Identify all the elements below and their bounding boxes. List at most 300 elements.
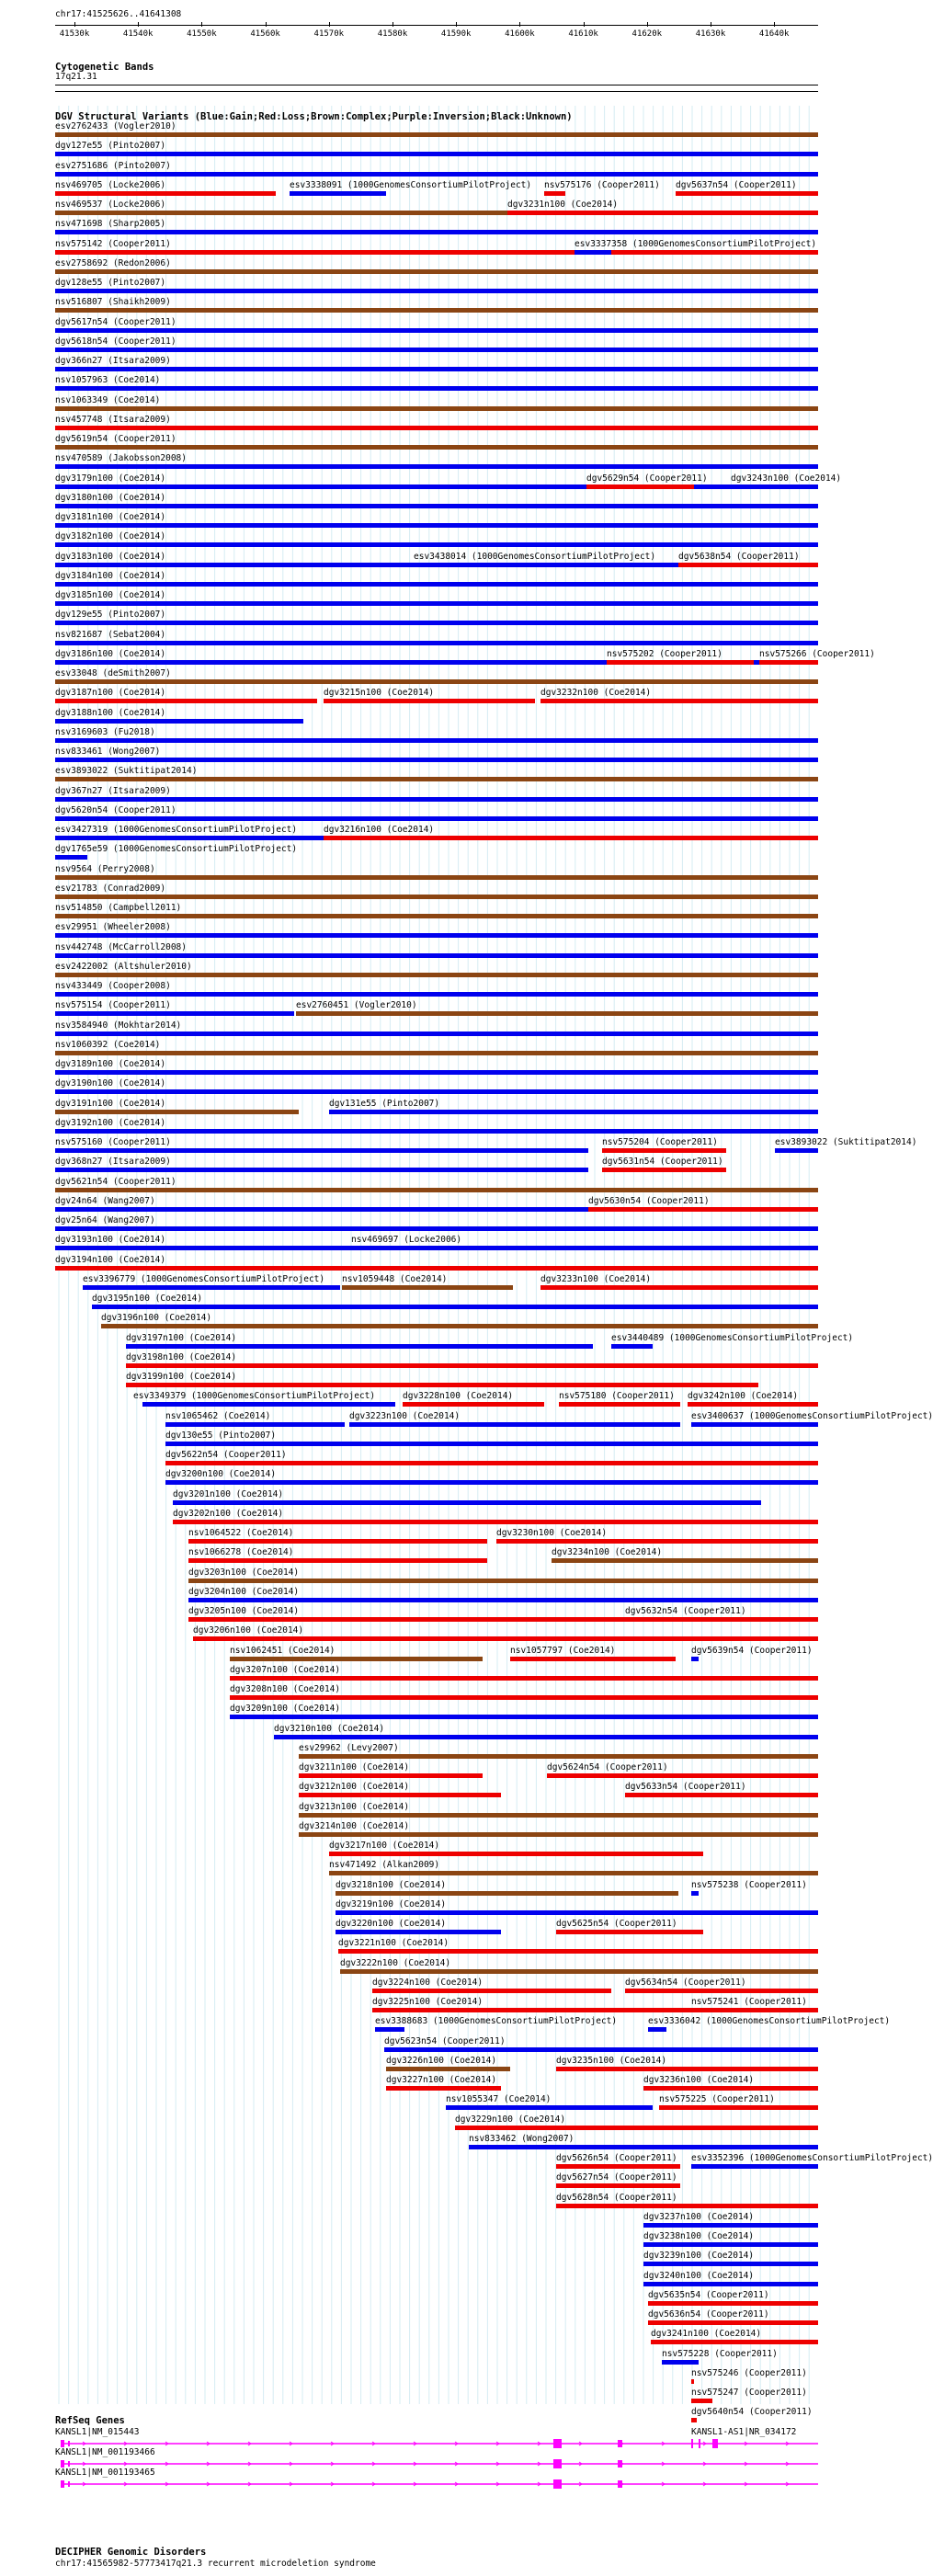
sv-feature-bar[interactable] bbox=[274, 1735, 818, 1739]
decipher-title: DECIPHER Genomic Disorders bbox=[55, 2547, 207, 2558]
sv-feature-bar[interactable] bbox=[329, 1871, 818, 1875]
sv-feature-bar[interactable] bbox=[55, 933, 818, 938]
sv-feature-bar[interactable] bbox=[55, 914, 818, 918]
sv-feature-bar[interactable] bbox=[643, 2262, 818, 2266]
sv-feature-bar[interactable] bbox=[372, 2008, 818, 2012]
sv-feature-bar[interactable] bbox=[299, 1813, 818, 1818]
sv-feature-bar[interactable] bbox=[510, 1657, 676, 1661]
sv-feature-bar[interactable] bbox=[55, 992, 818, 997]
sv-feature-bar[interactable] bbox=[586, 484, 694, 489]
sv-label: dgv3220n100 (Coe2014) bbox=[336, 1919, 447, 1929]
ruler-tick-label: 41540k bbox=[122, 29, 154, 39]
ruler-tick-label: 41570k bbox=[313, 29, 345, 39]
sv-feature-bar[interactable] bbox=[83, 1285, 340, 1290]
sv-feature-bar[interactable] bbox=[731, 484, 818, 489]
sv-label: dgv5625n54 (Cooper2011) bbox=[556, 1919, 677, 1929]
sv-label: dgv3226n100 (Coe2014) bbox=[386, 2055, 497, 2066]
sv-feature-bar[interactable] bbox=[386, 2086, 501, 2091]
sv-feature-bar[interactable] bbox=[556, 1930, 703, 1934]
sv-feature-bar[interactable] bbox=[55, 523, 818, 528]
sv-feature-bar[interactable] bbox=[55, 152, 818, 156]
sv-feature-bar[interactable] bbox=[55, 777, 818, 781]
ruler-tick-label: 41560k bbox=[250, 29, 280, 39]
sv-label: esv2758692 (Redon2006) bbox=[55, 257, 171, 268]
sv-feature-bar[interactable] bbox=[351, 1246, 818, 1250]
sv-feature-bar[interactable] bbox=[759, 660, 818, 665]
sv-feature-bar[interactable] bbox=[55, 1168, 588, 1172]
sv-feature-bar[interactable] bbox=[643, 2086, 818, 2091]
sv-feature-bar[interactable] bbox=[126, 1363, 818, 1368]
gene-model[interactable] bbox=[0, 2478, 818, 2491]
sv-label: nsv575266 (Cooper2011) bbox=[759, 648, 875, 659]
sv-label: dgv3235n100 (Coe2014) bbox=[556, 2055, 667, 2066]
sv-label: esv3338091 (1000GenomesConsortiumPilotProject) bbox=[290, 179, 532, 190]
sv-label: dgv5619n54 (Cooper2011) bbox=[55, 434, 176, 444]
sv-feature-bar[interactable] bbox=[342, 1285, 513, 1290]
sv-feature-bar[interactable] bbox=[496, 1539, 818, 1544]
sv-label: dgv3208n100 (Coe2014) bbox=[230, 1684, 341, 1694]
sv-label: dgv3229n100 (Coe2014) bbox=[455, 2114, 566, 2125]
sv-label: esv33048 (deSmith2007) bbox=[55, 668, 171, 678]
sv-label: dgv5631n54 (Cooper2011) bbox=[602, 1157, 723, 1168]
sv-label: dgv367n27 (Itsara2009) bbox=[55, 785, 171, 796]
sv-label: dgv3237n100 (Coe2014) bbox=[643, 2211, 755, 2222]
sv-feature-bar[interactable] bbox=[375, 2027, 404, 2032]
sv-label: dgv130e55 (Pinto2007) bbox=[165, 1430, 277, 1441]
sv-feature-bar[interactable] bbox=[349, 1422, 680, 1427]
sv-feature-bar[interactable] bbox=[55, 308, 818, 313]
sv-label: nsv575241 (Cooper2011) bbox=[691, 1997, 807, 2007]
sv-feature-bar[interactable] bbox=[643, 2242, 818, 2247]
sv-feature-bar[interactable] bbox=[55, 367, 818, 371]
sv-feature-bar[interactable] bbox=[556, 2183, 680, 2188]
sv-feature-bar[interactable] bbox=[662, 2360, 699, 2365]
ruler-tick-label: 41640k bbox=[758, 29, 790, 39]
sv-label: dgv3232n100 (Coe2014) bbox=[540, 688, 652, 699]
sv-feature-bar[interactable] bbox=[299, 1754, 818, 1759]
sv-feature-bar[interactable] bbox=[55, 601, 818, 606]
sv-label: dgv3238n100 (Coe2014) bbox=[643, 2231, 755, 2241]
sv-label: nsv470589 (Jakobsson2008) bbox=[55, 453, 187, 464]
sv-label: nsv3169603 (Fu2018) bbox=[55, 726, 155, 737]
sv-label: dgv3185n100 (Coe2014) bbox=[55, 590, 166, 600]
sv-label: dgv3221n100 (Coe2014) bbox=[338, 1938, 449, 1949]
sv-label: dgv5618n54 (Cooper2011) bbox=[55, 336, 176, 347]
sv-feature-bar[interactable] bbox=[55, 1070, 818, 1075]
sv-feature-bar[interactable] bbox=[691, 2399, 712, 2403]
sv-label: nsv469697 (Locke2006) bbox=[351, 1235, 462, 1246]
gene-label: KANSL1-AS1|NR_034172 bbox=[691, 2427, 797, 2437]
sv-feature-bar[interactable] bbox=[173, 1520, 818, 1524]
sv-label: dgv5627n54 (Cooper2011) bbox=[556, 2172, 677, 2183]
sv-feature-bar[interactable] bbox=[55, 250, 818, 255]
sv-feature-bar[interactable] bbox=[324, 699, 535, 703]
sv-label: dgv3223n100 (Coe2014) bbox=[349, 1410, 461, 1421]
sv-feature-bar[interactable] bbox=[446, 2105, 653, 2110]
sv-label: dgv3224n100 (Coe2014) bbox=[372, 1977, 484, 1988]
sv-label: nsv3584940 (Mokhtar2014) bbox=[55, 1020, 182, 1031]
sv-feature-bar[interactable] bbox=[55, 445, 818, 450]
sv-feature-bar[interactable] bbox=[547, 1773, 818, 1778]
sv-feature-bar[interactable] bbox=[418, 563, 666, 567]
sv-label: dgv3192n100 (Coe2014) bbox=[55, 1117, 166, 1128]
sv-feature-bar[interactable] bbox=[55, 1266, 818, 1271]
sv-label: nsv1062451 (Coe2014) bbox=[230, 1645, 336, 1656]
sv-label: dgv5640n54 (Cooper2011) bbox=[691, 2407, 813, 2418]
sv-label: dgv3218n100 (Coe2014) bbox=[336, 1879, 447, 1890]
sv-feature-bar[interactable] bbox=[691, 2379, 694, 2384]
sv-label: dgv5639n54 (Cooper2011) bbox=[691, 1645, 813, 1656]
sv-label: esv3352396 (1000GenomesConsortiumPilotProject) bbox=[691, 2153, 933, 2163]
sv-feature-bar[interactable] bbox=[384, 2047, 818, 2052]
sv-feature-bar[interactable] bbox=[55, 738, 818, 743]
sv-feature-bar[interactable] bbox=[299, 1773, 483, 1778]
sv-feature-bar[interactable] bbox=[651, 2340, 818, 2344]
sv-label: dgv3189n100 (Coe2014) bbox=[55, 1059, 166, 1069]
sv-feature-bar[interactable] bbox=[611, 1344, 653, 1349]
decipher-entry[interactable]: chr17:41565982-57773417q21.3 recurrent microdeletion syndrome bbox=[55, 2559, 376, 2569]
sv-label: nsv1066278 (Coe2014) bbox=[188, 1547, 294, 1558]
sv-feature-bar[interactable] bbox=[688, 1402, 818, 1407]
sv-label: dgv3225n100 (Coe2014) bbox=[372, 1997, 484, 2007]
sv-feature-bar[interactable] bbox=[386, 2067, 510, 2071]
sv-label: dgv3215n100 (Coe2014) bbox=[324, 688, 435, 699]
sv-label: dgv3186n100 (Coe2014) bbox=[55, 648, 166, 659]
sv-label: dgv3203n100 (Coe2014) bbox=[188, 1567, 300, 1578]
sv-feature-bar[interactable] bbox=[299, 1832, 818, 1837]
sv-feature-bar[interactable] bbox=[659, 2105, 818, 2110]
sv-feature-bar[interactable] bbox=[55, 719, 303, 724]
sv-feature-bar[interactable] bbox=[540, 1285, 818, 1290]
sv-feature-bar[interactable] bbox=[188, 1598, 818, 1602]
sv-feature-bar[interactable] bbox=[55, 641, 818, 645]
sv-feature-bar[interactable] bbox=[691, 1657, 699, 1661]
sv-label: esv3893022 (Suktitipat2014) bbox=[55, 766, 198, 777]
sv-feature-bar[interactable] bbox=[55, 973, 818, 977]
sv-label: dgv5634n54 (Cooper2011) bbox=[625, 1977, 746, 1988]
sv-feature-bar[interactable] bbox=[775, 1148, 818, 1153]
sv-label: dgv3190n100 (Coe2014) bbox=[55, 1078, 166, 1089]
ruler-tick-label: 41610k bbox=[568, 29, 598, 39]
ruler-tick-label: 41600k bbox=[505, 29, 535, 39]
sv-label: dgv5633n54 (Cooper2011) bbox=[625, 1782, 746, 1793]
sv-feature-bar[interactable] bbox=[336, 1930, 501, 1934]
sv-feature-bar[interactable] bbox=[55, 758, 818, 762]
sv-label: dgv3236n100 (Coe2014) bbox=[643, 2075, 755, 2085]
sv-feature-bar[interactable] bbox=[55, 289, 818, 293]
sv-feature-bar[interactable] bbox=[455, 2126, 818, 2130]
sv-feature-bar[interactable] bbox=[55, 797, 818, 802]
sv-label: esv2422002 (Altshuler2010) bbox=[55, 961, 192, 972]
sv-feature-bar[interactable] bbox=[55, 1051, 818, 1055]
sv-feature-bar[interactable] bbox=[55, 855, 87, 860]
sv-feature-bar[interactable] bbox=[55, 1226, 818, 1231]
sv-label: nsv1064522 (Coe2014) bbox=[188, 1528, 294, 1538]
sv-label: dgv3187n100 (Coe2014) bbox=[55, 688, 166, 699]
sv-label: dgv3199n100 (Coe2014) bbox=[126, 1372, 237, 1382]
sv-feature-bar[interactable] bbox=[602, 1148, 726, 1153]
sv-label: dgv3194n100 (Coe2014) bbox=[55, 1254, 166, 1265]
sv-feature-bar[interactable] bbox=[559, 1402, 680, 1407]
position-label: chr17:41525626..41641308 bbox=[55, 9, 182, 19]
ruler-tick bbox=[329, 22, 330, 27]
sv-label: dgv3240n100 (Coe2014) bbox=[643, 2270, 755, 2281]
sv-feature-bar[interactable] bbox=[588, 1207, 818, 1212]
sv-feature-bar[interactable] bbox=[602, 1168, 726, 1172]
sv-label: dgv5628n54 (Cooper2011) bbox=[556, 2192, 677, 2203]
sv-feature-bar[interactable] bbox=[188, 1539, 487, 1544]
sv-label: nsv575225 (Cooper2011) bbox=[659, 2094, 775, 2105]
sv-label: dgv3233n100 (Coe2014) bbox=[540, 1273, 652, 1284]
sv-feature-bar[interactable] bbox=[55, 1129, 818, 1134]
ruler-tick-label: 41550k bbox=[187, 29, 217, 39]
sv-feature-bar[interactable] bbox=[290, 191, 386, 196]
sv-feature-bar[interactable] bbox=[55, 386, 818, 391]
sv-feature-bar[interactable] bbox=[296, 1011, 818, 1016]
sv-label: dgv24n64 (Wang2007) bbox=[55, 1195, 155, 1206]
sv-label: dgv5623n54 (Cooper2011) bbox=[384, 2035, 506, 2046]
sv-feature-bar[interactable] bbox=[575, 250, 611, 255]
sv-label: dgv3196n100 (Coe2014) bbox=[101, 1313, 212, 1324]
sv-feature-bar[interactable] bbox=[403, 1402, 544, 1407]
sv-label: nsv575176 (Cooper2011) bbox=[544, 179, 660, 190]
sv-feature-bar[interactable] bbox=[55, 464, 818, 469]
sv-feature-bar[interactable] bbox=[55, 406, 818, 411]
sv-label: nsv1059448 (Coe2014) bbox=[342, 1273, 448, 1284]
sv-feature-bar[interactable] bbox=[173, 1500, 761, 1505]
sv-feature-bar[interactable] bbox=[544, 191, 565, 196]
sv-label: dgv3200n100 (Coe2014) bbox=[165, 1469, 277, 1480]
sv-feature-bar[interactable] bbox=[329, 1110, 818, 1114]
sv-label: dgv3212n100 (Coe2014) bbox=[299, 1782, 410, 1793]
ruler-tick-label: 41530k bbox=[59, 29, 90, 39]
sv-label: nsv821687 (Sebat2004) bbox=[55, 629, 166, 640]
sv-feature-bar[interactable] bbox=[55, 132, 818, 137]
sv-feature-bar[interactable] bbox=[338, 1949, 818, 1954]
sv-feature-bar[interactable] bbox=[55, 895, 818, 899]
sv-feature-bar[interactable] bbox=[329, 1852, 703, 1856]
ruler-tick bbox=[774, 22, 775, 27]
sv-label: nsv575247 (Cooper2011) bbox=[691, 2388, 807, 2398]
sv-feature-bar[interactable] bbox=[230, 1676, 818, 1681]
sv-feature-bar[interactable] bbox=[165, 1461, 818, 1465]
sv-label: nsv575246 (Cooper2011) bbox=[691, 2367, 807, 2378]
sv-feature-bar[interactable] bbox=[55, 542, 818, 547]
sv-label: esv21783 (Conrad2009) bbox=[55, 883, 166, 894]
sv-label: dgv5629n54 (Cooper2011) bbox=[586, 473, 708, 484]
sv-feature-bar[interactable] bbox=[648, 2027, 666, 2032]
sv-feature-bar[interactable] bbox=[165, 1442, 818, 1446]
sv-label: nsv833462 (Wong2007) bbox=[469, 2133, 575, 2144]
sv-label: dgv3204n100 (Coe2014) bbox=[188, 1586, 300, 1597]
ruler-tick bbox=[266, 22, 267, 27]
sv-feature-bar[interactable] bbox=[55, 426, 818, 430]
sv-feature-bar[interactable] bbox=[55, 172, 818, 177]
sv-feature-bar[interactable] bbox=[55, 1011, 294, 1016]
sv-feature-bar[interactable] bbox=[372, 1989, 611, 1993]
sv-feature-bar[interactable] bbox=[648, 2301, 818, 2306]
sv-feature-bar[interactable] bbox=[230, 1715, 818, 1719]
sv-feature-bar[interactable] bbox=[643, 2223, 818, 2228]
sv-label: dgv3181n100 (Coe2014) bbox=[55, 512, 166, 522]
sv-feature-bar[interactable] bbox=[55, 269, 818, 274]
sv-label: esv29951 (Wheeler2008) bbox=[55, 922, 171, 933]
sv-label: dgv3191n100 (Coe2014) bbox=[55, 1098, 166, 1109]
sv-feature-bar[interactable] bbox=[691, 2164, 818, 2169]
sv-label: dgv3207n100 (Coe2014) bbox=[230, 1664, 341, 1675]
sv-feature-bar[interactable] bbox=[607, 660, 754, 665]
sv-feature-bar[interactable] bbox=[678, 563, 818, 567]
sv-feature-bar[interactable] bbox=[188, 1579, 818, 1583]
sv-feature-bar[interactable] bbox=[55, 1089, 818, 1094]
sv-label: dgv128e55 (Pinto2007) bbox=[55, 278, 166, 288]
sv-feature-bar[interactable] bbox=[556, 2204, 818, 2208]
sv-feature-bar[interactable] bbox=[55, 1188, 818, 1192]
sv-feature-bar[interactable] bbox=[55, 1110, 299, 1114]
sv-feature-bar[interactable] bbox=[691, 2008, 699, 2012]
sv-feature-bar[interactable] bbox=[625, 1989, 818, 1993]
sv-feature-bar[interactable] bbox=[55, 230, 818, 234]
sv-label: nsv442748 (McCarroll2008) bbox=[55, 941, 187, 952]
sv-label: nsv575180 (Cooper2011) bbox=[559, 1391, 675, 1402]
sv-feature-bar[interactable] bbox=[55, 875, 818, 880]
sv-feature-bar[interactable] bbox=[55, 621, 818, 625]
sv-feature-bar[interactable] bbox=[230, 1695, 818, 1700]
sv-feature-bar[interactable] bbox=[101, 1324, 818, 1328]
sv-label: nsv1060392 (Coe2014) bbox=[55, 1039, 161, 1050]
sv-feature-bar[interactable] bbox=[556, 2164, 680, 2169]
sv-label: dgv3243n100 (Coe2014) bbox=[731, 473, 842, 484]
sv-feature-bar[interactable] bbox=[126, 1383, 758, 1387]
sv-feature-bar[interactable] bbox=[469, 2145, 818, 2149]
sv-feature-bar[interactable] bbox=[165, 1422, 345, 1427]
sv-label: dgv3231n100 (Coe2014) bbox=[507, 199, 619, 210]
sv-feature-bar[interactable] bbox=[324, 836, 818, 840]
sv-label: dgv1765e59 (1000GenomesConsortiumPilotProject) bbox=[55, 844, 298, 855]
sv-label: esv3388683 (1000GenomesConsortiumPilotProject) bbox=[375, 2016, 618, 2027]
sv-label: dgv3216n100 (Coe2014) bbox=[324, 825, 435, 835]
sv-feature-bar[interactable] bbox=[126, 1344, 593, 1349]
sv-label: esv2751686 (Pinto2007) bbox=[55, 160, 171, 171]
sv-label: dgv3201n100 (Coe2014) bbox=[173, 1488, 284, 1499]
sv-label: dgv3213n100 (Coe2014) bbox=[299, 1801, 410, 1812]
sv-label: dgv5620n54 (Cooper2011) bbox=[55, 804, 176, 815]
sv-label: dgv368n27 (Itsara2009) bbox=[55, 1157, 171, 1168]
sv-feature-bar[interactable] bbox=[165, 1480, 818, 1485]
sv-feature-bar[interactable] bbox=[507, 211, 818, 215]
sv-label: esv3440489 (1000GenomesConsortiumPilotProject) bbox=[611, 1332, 854, 1343]
sv-feature-bar[interactable] bbox=[340, 1969, 818, 1974]
sv-feature-bar[interactable] bbox=[556, 2067, 818, 2071]
sv-feature-bar[interactable] bbox=[299, 1793, 501, 1797]
sv-label: dgv3188n100 (Coe2014) bbox=[55, 707, 166, 718]
sv-label: esv3337358 (1000GenomesConsortiumPilotProject) bbox=[575, 238, 817, 249]
sv-label: dgv3205n100 (Coe2014) bbox=[188, 1606, 300, 1616]
sv-feature-bar[interactable] bbox=[336, 1910, 818, 1915]
sv-label: dgv3193n100 (Coe2014) bbox=[55, 1235, 166, 1246]
sv-label: dgv127e55 (Pinto2007) bbox=[55, 141, 166, 152]
sv-feature-bar[interactable] bbox=[230, 1657, 483, 1661]
sv-label: nsv575204 (Cooper2011) bbox=[602, 1137, 718, 1147]
sv-label: esv3349379 (1000GenomesConsortiumPilotProject) bbox=[133, 1391, 376, 1402]
ruler-tick-label: 41580k bbox=[377, 29, 408, 39]
sv-feature-bar[interactable] bbox=[691, 2418, 697, 2422]
sv-label: nsv9564 (Perry2008) bbox=[55, 863, 155, 874]
sv-label: esv3893022 (Suktitipat2014) bbox=[775, 1137, 917, 1147]
sv-label: nsv457748 (Itsara2009) bbox=[55, 414, 171, 425]
sv-label: nsv575154 (Cooper2011) bbox=[55, 1000, 171, 1011]
sv-feature-bar[interactable] bbox=[540, 699, 818, 703]
sv-feature-bar[interactable] bbox=[691, 1891, 699, 1896]
sv-feature-bar[interactable] bbox=[55, 484, 818, 489]
sv-label: dgv3179n100 (Coe2014) bbox=[55, 473, 166, 484]
sv-label: dgv3239n100 (Coe2014) bbox=[643, 2251, 755, 2262]
sv-label: dgv5636n54 (Cooper2011) bbox=[648, 2309, 769, 2320]
sv-feature-bar[interactable] bbox=[55, 953, 818, 958]
sv-label: dgv5635n54 (Cooper2011) bbox=[648, 2289, 769, 2300]
ruler-tick bbox=[584, 22, 585, 27]
sv-label: dgv5632n54 (Cooper2011) bbox=[625, 1606, 746, 1616]
sv-feature-bar[interactable] bbox=[691, 1422, 818, 1427]
ruler-tick bbox=[201, 22, 202, 27]
sv-feature-bar[interactable] bbox=[625, 1617, 818, 1622]
sv-feature-bar[interactable] bbox=[55, 1032, 818, 1036]
sv-feature-bar[interactable] bbox=[648, 2320, 818, 2325]
sv-label: dgv3202n100 (Coe2014) bbox=[173, 1508, 284, 1519]
sv-label: dgv3197n100 (Coe2014) bbox=[126, 1332, 237, 1343]
sv-feature-bar[interactable] bbox=[55, 348, 818, 352]
sv-feature-bar[interactable] bbox=[55, 699, 317, 703]
sv-feature-bar[interactable] bbox=[193, 1636, 818, 1641]
sv-label: dgv3184n100 (Coe2014) bbox=[55, 570, 166, 581]
ruler-tick bbox=[647, 22, 648, 27]
sv-feature-bar[interactable] bbox=[55, 328, 818, 333]
sv-label: nsv1063349 (Coe2014) bbox=[55, 394, 161, 405]
sv-label: dgv3227n100 (Coe2014) bbox=[386, 2075, 497, 2085]
sv-label: dgv3183n100 (Coe2014) bbox=[55, 551, 166, 562]
sv-feature-bar[interactable] bbox=[92, 1305, 818, 1309]
sv-feature-bar[interactable] bbox=[336, 1891, 678, 1896]
sv-label: dgv5626n54 (Cooper2011) bbox=[556, 2153, 677, 2163]
sv-label: dgv3195n100 (Coe2014) bbox=[92, 1294, 203, 1304]
sv-label: esv3400637 (1000GenomesConsortiumPilotProject) bbox=[691, 1410, 933, 1421]
sv-feature-bar[interactable] bbox=[676, 191, 818, 196]
sv-label: dgv5622n54 (Cooper2011) bbox=[165, 1450, 287, 1460]
sv-label: dgv3210n100 (Coe2014) bbox=[274, 1723, 385, 1734]
sv-feature-bar[interactable] bbox=[188, 1558, 487, 1563]
sv-feature-bar[interactable] bbox=[55, 191, 276, 196]
sv-label: nsv1065462 (Coe2014) bbox=[165, 1410, 271, 1421]
sv-label: dgv131e55 (Pinto2007) bbox=[329, 1098, 440, 1109]
sv-label: esv3438014 (1000GenomesConsortiumPilotProject) bbox=[414, 551, 656, 562]
ruler-tick bbox=[519, 22, 520, 27]
sv-label: nsv575228 (Cooper2011) bbox=[662, 2348, 778, 2359]
sv-feature-bar[interactable] bbox=[55, 1148, 588, 1153]
sv-feature-bar[interactable] bbox=[625, 1793, 818, 1797]
sv-feature-bar[interactable] bbox=[55, 679, 818, 684]
sv-feature-bar[interactable] bbox=[643, 2282, 818, 2286]
sv-feature-bar[interactable] bbox=[55, 504, 818, 508]
sv-label: esv29962 (Levy2007) bbox=[299, 1742, 399, 1753]
gene-label: KANSL1|NM_015443 bbox=[55, 2427, 140, 2437]
sv-feature-bar[interactable] bbox=[55, 582, 818, 587]
sv-label: dgv5638n54 (Cooper2011) bbox=[678, 551, 800, 562]
sv-feature-bar[interactable] bbox=[55, 816, 818, 821]
cytoband-bar[interactable] bbox=[55, 85, 818, 92]
sv-feature-bar[interactable] bbox=[142, 1402, 395, 1407]
sv-feature-bar[interactable] bbox=[552, 1558, 818, 1563]
ruler-tick bbox=[456, 22, 457, 27]
